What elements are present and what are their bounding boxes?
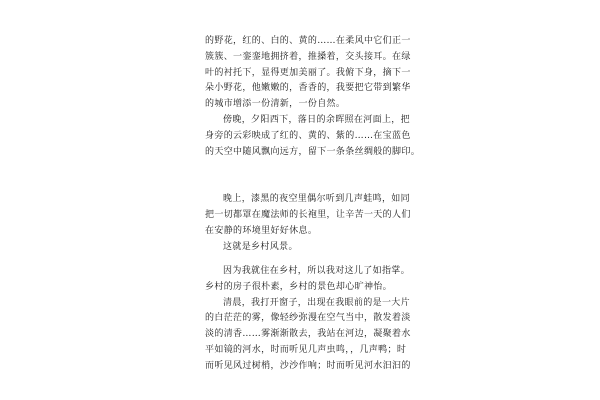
paragraph-gap [205,176,397,192]
text-line: 傍晚，夕阳西下，落日的余晖照在河面上，把 [223,114,411,125]
text-line: 在安静的环境里好好休息。 [205,225,318,236]
text-line: 清晨，我打开窗子，出现在我眼前的是一大片 [223,297,411,308]
text-line: 叶的衬托下，显得更加美丽了。我俯下身，摘下一 [205,67,411,78]
text-line: 晚上，漆黑的夜空里偶尔听到几声蛙鸣，如同 [223,194,411,205]
text-line: 的天空中随风飘向远方，留下一条条丝绸般的脚印。 [205,146,421,157]
text-line: 朵小野花，他嫩嫩的，香香的，我要把它带到繁华 [205,83,411,94]
paragraph-gap [205,160,397,176]
text-line: 这就是乡村风景。 [223,241,298,252]
text-line: 因为我就住在乡村，所以我对这儿了如指掌。 [223,266,411,276]
text-line: 的城市增添一份清新，一份自然。 [205,99,346,110]
text-column-bottom [205,264,411,375]
text-line: 的白茫茫的雾，像轻纱弥漫在空气当中，散发着淡 [205,313,411,324]
text-line: 乡村的房子很朴素，乡村的景色却心旷神怡。 [205,281,393,292]
text-line: 而听见风过树梢，沙沙作响；时而听见河水汩汩的 [205,360,411,371]
text-line: 身旁的云彩映成了红的、黄的、紫的……在宝蓝色 [205,130,411,141]
text-line: 平如镜的河水，时而听见几声虫鸣，，几声鸭；时 [205,344,407,355]
text-column-top [205,34,421,256]
text-line: 的野花，红的、白的、黄的……在柔风中它们正一 [205,36,411,46]
text-line: 淡的清香……雾渐渐散去，我站在河边，凝聚着水 [205,329,411,340]
text-line: 簇簇、一銮銮地拥挤着，推搡着，交头接耳。在绿 [205,51,411,62]
text-line: 把一切都罩在魔法师的长袍里，让辛苦一天的人们 [205,210,411,221]
